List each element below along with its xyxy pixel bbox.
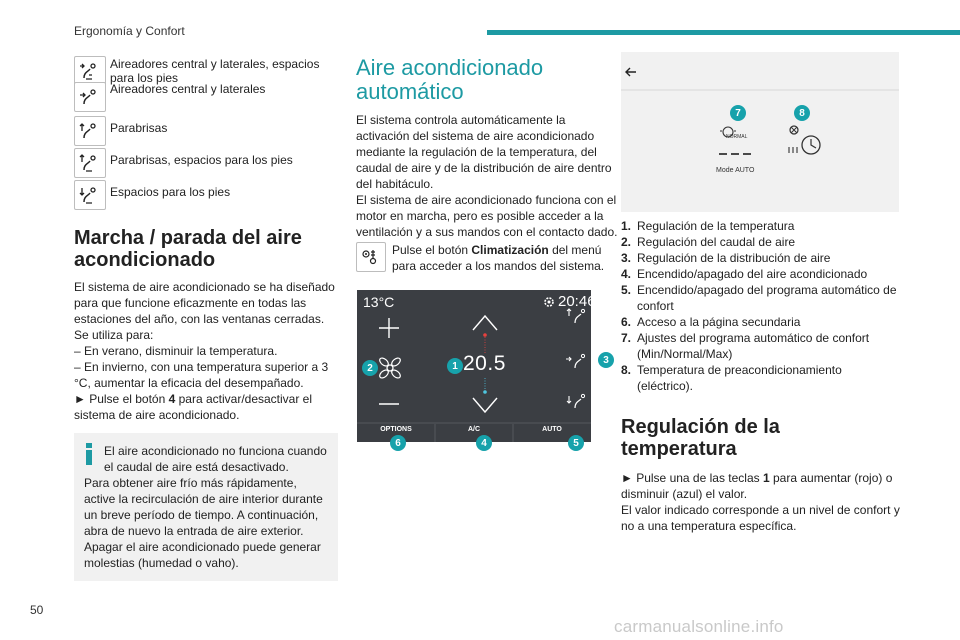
note-line: Para obtener aire frío más rápidamente, active la recirculación de aire interior durante un breve período de tiempo. A continuación, abra de nuevo la entrada de aire exterior. [84,476,323,538]
paragraph: El sistema de aire acondicionado funciona con el motor en marcha, pero es posible acceder a la ventilación y a sus mandos con el contacto dado. [356,193,618,239]
temp-up-icon [473,316,497,330]
item-text: Regulación de la distribución de aire [637,251,831,265]
mode-auto-label: Mode AUTO [716,167,755,174]
comfort-program-icon [719,127,751,154]
heading-temperature-regulation: Regulación de la temperatura [621,416,780,460]
item-text: Regulación del caudal de aire [637,235,796,249]
vent-label: Parabrisas [110,121,168,135]
press-post: del menú para acceder a los mandos del sistema. [392,243,605,273]
paragraph: El sistema de aire acondicionado se ha diseñado para que funcione eficazmente en todas las estaciones del año, con las ventanas cerradas. [74,280,335,326]
action-pre: ► Pulse una de las teclas [621,471,763,485]
page-number: 50 [30,603,44,617]
item-number: 8. [621,363,632,377]
vent-label: Aireadores central y laterales [110,82,266,96]
list-item [621,218,901,234]
item-number: 7. [621,331,632,345]
item-number: 2. [621,235,632,249]
vent-label: Aireadores central y laterales, espacios para los pies [110,57,320,85]
callout-5: 5 [568,435,584,451]
callout-1: 1 [447,358,463,374]
callout-4: 4 [476,435,492,451]
item-number: 3. [621,251,632,265]
windscreen-icon [74,116,106,146]
callout-8: 8 [794,105,810,121]
secondary-screen-graphics [621,52,899,212]
fan-icon [378,356,402,379]
list-item [621,362,901,394]
item-text: Acceso a la página secundaria [637,315,801,329]
clock: 20:46 [558,293,596,310]
fan-plus-icon [379,318,399,338]
column-middle [356,55,618,449]
action-instruction [621,470,901,502]
header-accent-bar [487,30,960,35]
secondary-page-screen [621,52,899,212]
feet-icon [74,180,106,210]
heading-automatic-ac: Aire acondicionado automático [356,55,544,104]
item-text: Regulación de la temperatura [637,219,795,233]
bullet: – En verano, disminuir la temperatura. [74,344,278,358]
vent-central-side-icon [74,82,106,112]
temp-down-icon [473,398,497,412]
climate-screen [357,290,609,449]
list-item [621,314,901,330]
list-item [621,234,901,250]
watermark: carmanualsonline.info [614,617,784,636]
heading-ac-on-off: Marcha / parada del aire acondicionado [74,227,302,271]
item-number: 5. [621,283,632,297]
section-title: Ergonomía y Confort [74,24,185,38]
press-key: Climatización [471,243,549,257]
ac-button[interactable]: A/C [467,426,481,433]
callout-7: 7 [730,105,746,121]
item-text: Ajustes del programa automático de confort (Min/Normal/Max) [637,331,870,361]
distribution-feet-icon [567,394,585,408]
info-note [74,433,338,581]
bullet: – En invierno, con una temperatura superior a 3 °C, aumentar la eficacia del desempañado. [74,360,329,390]
distribution-central-icon [566,354,585,368]
press-text [390,242,618,274]
auto-button[interactable]: AUTO [542,426,562,433]
preconditioning-icon [789,126,820,154]
column-right [621,52,901,534]
vent-row-windscreen [74,116,338,146]
vent-label: Espacios para los pies [110,185,231,199]
action-key: 4 [168,392,176,406]
paragraph: El sistema controla automáticamente la activación del sistema de aire acondicionado mediante la regulación de la temperatura, del caudal de aire y de la distribución de aire dentro del habitáculo. [356,113,612,191]
item-text: Temperatura de preacondicionamiento (eléctrico). [637,363,842,393]
press-instruction [356,242,618,274]
vent-row-feet [74,180,338,210]
list-item [621,330,901,362]
outside-temperature: 13°C [363,294,395,310]
paragraph: Se utiliza para: [74,328,154,342]
normal-label: NORMAL [726,134,748,140]
item-text: Encendido/apagado del programa automático de confort [637,283,897,313]
options-button[interactable]: OPTIONS [380,426,412,433]
item-number: 1. [621,219,632,233]
temperature-value: 20.5 [463,352,506,375]
vent-label: Parabrisas, espacios para los pies [110,153,293,167]
climate-button-icon [356,242,386,272]
action-post: para aumentar (rojo) o disminuir (azul) el valor. [621,471,893,501]
action-instruction [74,391,338,423]
list-item [621,250,901,266]
callout-3: 3 [598,352,614,368]
windscreen-feet-icon [74,148,106,178]
note-line: El aire acondicionado no funciona cuando el caudal de aire está desactivado. [104,444,327,474]
note-line: Apagar el aire acondicionado puede generar molestias (humedad o vaho). [84,540,321,570]
callout-2: 2 [362,360,378,376]
back-arrow-icon [626,68,636,76]
callout-6: 6 [390,435,406,451]
temp-red-indicator [483,333,487,354]
action-post: para activar/desactivar el sistema de aire acondicionado. [74,392,313,422]
info-icon [86,443,92,465]
legend-list [621,218,901,394]
column-left [74,56,338,581]
item-text: Encendido/apagado del aire acondicionado [637,267,868,281]
item-number: 6. [621,315,632,329]
distribution-windscreen-icon [567,309,585,323]
action-key: 1 [762,471,770,485]
list-item [621,266,901,282]
item-number: 4. [621,267,632,281]
paragraph: El valor indicado corresponde a un nivel de confort y no a una temperatura específica. [621,503,900,533]
temp-blue-indicator [483,378,487,394]
action-pre: ► Pulse el botón [74,392,169,406]
press-pre: Pulse el botón [392,243,472,257]
list-item [621,282,901,314]
vent-row-central-side [74,82,338,112]
vent-row-windscreen-feet [74,148,338,178]
